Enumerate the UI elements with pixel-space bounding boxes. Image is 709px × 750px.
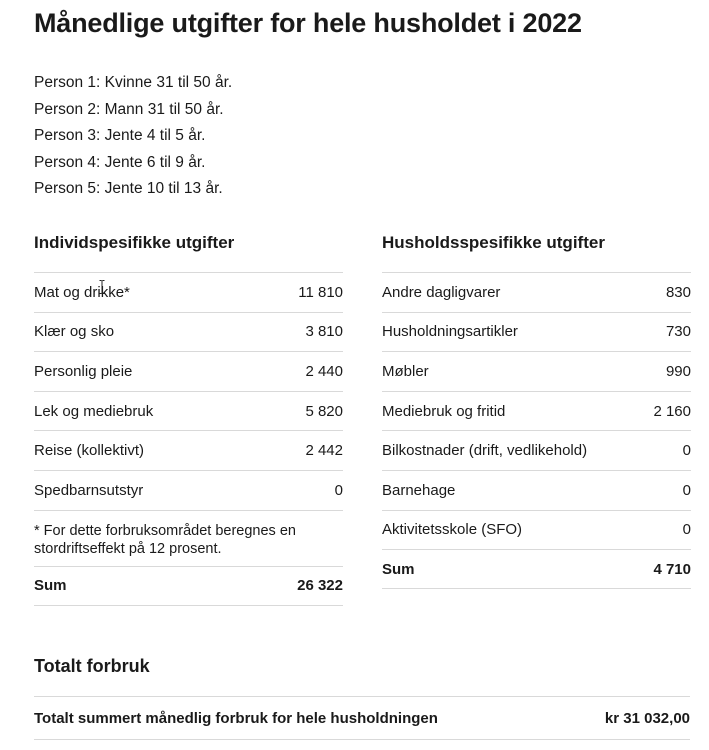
sum-value: 4 710 <box>653 560 691 578</box>
row-value: 730 <box>665 323 691 341</box>
row-value: 0 <box>682 442 691 460</box>
total-label: Totalt summert månedlig forbruk for hele husholdningen <box>34 709 438 727</box>
person-item: Person 3: Jente 4 til 5 år. <box>34 127 206 144</box>
sum-label: Sum <box>34 577 67 595</box>
row-label: Andre dagligvarer <box>382 283 501 301</box>
table-row <box>34 313 343 353</box>
row-label: Reise (kollektivt) <box>34 442 145 460</box>
table-row <box>382 392 691 432</box>
row-value: 0 <box>682 521 691 539</box>
row-label: Aktivitetsskole (SFO) <box>382 521 523 539</box>
person-item: Person 5: Jente 10 til 13 år. <box>34 180 223 197</box>
household-heading: Husholdsspesifikke utgifter <box>382 233 605 252</box>
person-item: Person 4: Jente 6 til 9 år. <box>34 153 206 171</box>
table-row <box>34 431 343 471</box>
row-value: 0 <box>334 481 343 499</box>
footnote: * For dette forbruksområdet beregnes en stordriftseffekt på 12 prosent. <box>34 511 343 567</box>
row-value: 5 820 <box>305 402 343 420</box>
row-label: Bilkostnader (drift, vedlikehold) <box>382 442 588 460</box>
total-value: kr 31 032,00 <box>604 709 690 727</box>
total-heading: Totalt forbruk <box>34 656 150 676</box>
row-label: Klær og sko <box>34 323 115 341</box>
table-row <box>34 273 343 313</box>
row-label: Mat og drikke* <box>34 283 130 301</box>
row-value: 3 810 <box>305 323 343 341</box>
row-value: 990 <box>665 362 691 380</box>
table-row <box>382 273 691 313</box>
row-label: Møbler <box>382 362 429 380</box>
sum-label: Sum <box>382 560 415 578</box>
total-section <box>34 652 690 740</box>
row-label: Spedbarnsutstyr <box>34 481 144 499</box>
table-row <box>34 392 343 432</box>
page-title: Månedlige utgifter for hele husholdet i 2022 <box>34 8 582 38</box>
row-label: Personlig pleie <box>34 362 133 380</box>
row-value: 830 <box>665 283 691 301</box>
row-label: Lek og mediebruk <box>34 402 154 420</box>
household-expenses <box>382 232 691 589</box>
row-value: 2 442 <box>305 442 343 460</box>
person-item: Person 2: Mann 31 til 50 år. <box>34 100 224 118</box>
row-label: Husholdningsartikler <box>382 323 518 341</box>
row-label: Barnehage <box>382 481 456 499</box>
individual-expenses <box>34 232 343 606</box>
table-row <box>382 352 691 392</box>
sum-row <box>34 567 343 606</box>
individual-heading: Individspesifikke utgifter <box>34 233 235 252</box>
table-row <box>382 471 691 511</box>
individual-table <box>34 272 343 606</box>
total-row <box>34 696 690 740</box>
table-row <box>382 511 691 551</box>
household-table <box>382 272 691 589</box>
table-row <box>382 431 691 471</box>
row-value: 0 <box>682 481 691 499</box>
person-item: Person 1: Kvinne 31 til 50 år. <box>34 74 233 91</box>
row-value: 11 810 <box>298 283 343 301</box>
sum-row <box>382 550 691 589</box>
table-row <box>34 352 343 392</box>
table-row <box>382 313 691 353</box>
sum-value: 26 322 <box>297 577 343 595</box>
row-label: Mediebruk og fritid <box>382 402 506 420</box>
text-cursor-icon <box>99 280 105 294</box>
row-value: 2 160 <box>653 402 691 420</box>
row-value: 2 440 <box>305 362 343 380</box>
table-row <box>34 471 343 511</box>
person-list <box>34 70 232 203</box>
